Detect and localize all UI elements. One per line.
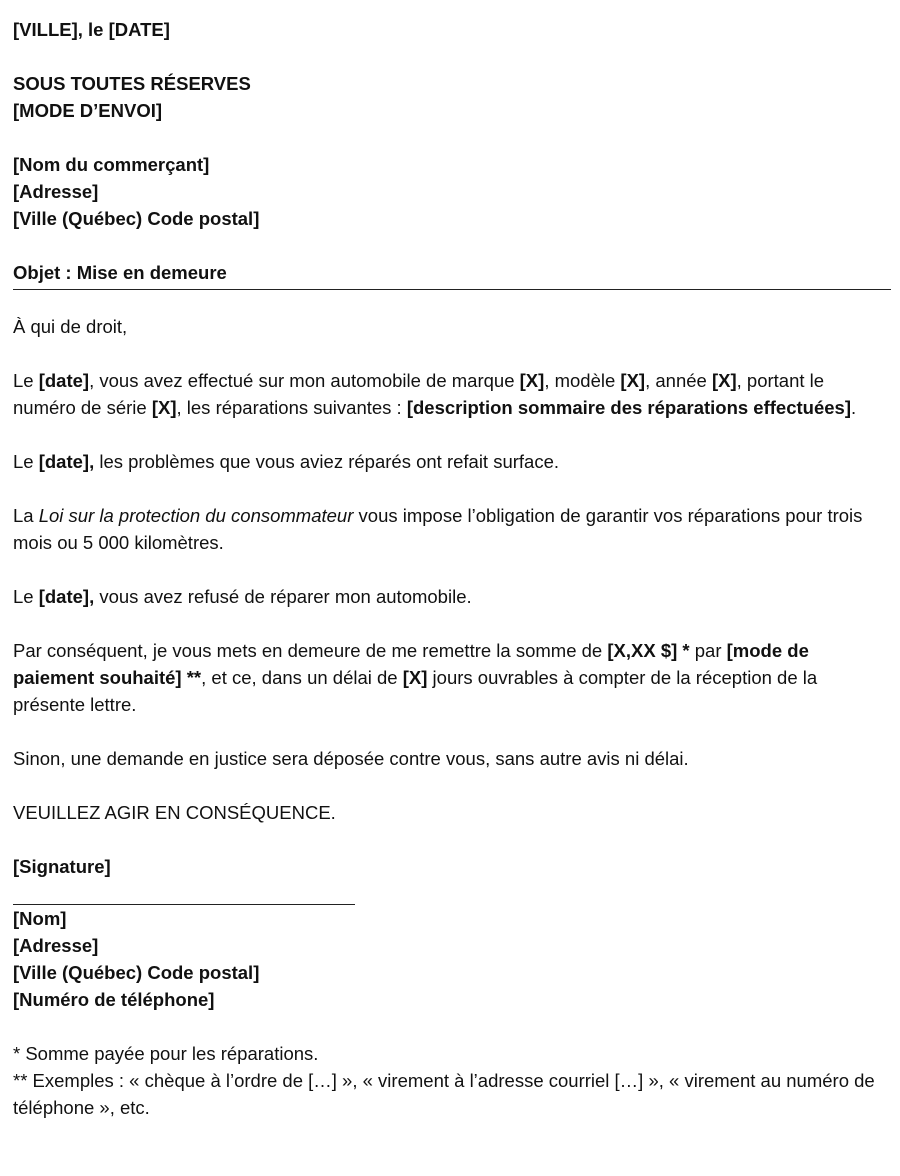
reserve-mention: SOUS TOUTES RÉSERVES	[13, 73, 251, 94]
letter-page	[13, 16, 891, 1121]
recipient-address: [Adresse]	[13, 181, 99, 202]
subject-divider	[13, 289, 891, 290]
recipient-name: [Nom du commerçant]	[13, 154, 210, 175]
sender-address: [Adresse]	[13, 935, 99, 956]
place-date: [VILLE], le [DATE]	[13, 19, 170, 40]
footnote-payment: ** Exemples : « chèque à l’ordre de […] », « virement à l’adresse courriel […] », « virement au numéro de téléphone », etc.	[13, 1070, 875, 1118]
paragraph-refusal: Le [date], vous avez refusé de réparer mon automobile.	[13, 586, 472, 607]
paragraph-problems: Le [date], les problèmes que vous aviez réparés ont refait surface.	[13, 451, 560, 472]
salutation: À qui de droit,	[13, 316, 128, 337]
recipient-city: [Ville (Québec) Code postal]	[13, 208, 260, 229]
send-mode: [MODE D’ENVOI]	[13, 100, 163, 121]
sender-city: [Ville (Québec) Code postal]	[13, 962, 260, 983]
paragraph-law: La Loi sur la protection du consommateur vous impose l’obligation de garantir vos réparations pour trois mois ou 5 000 kilomètres.	[13, 505, 863, 553]
sender-name: [Nom]	[13, 908, 67, 929]
paragraph-warning: Sinon, une demande en justice sera déposée contre vous, sans autre avis ni délai.	[13, 748, 689, 769]
footnote-amount: * Somme payée pour les réparations.	[13, 1043, 319, 1064]
paragraph-repairs: Le [date], vous avez effectué sur mon automobile de marque [X], modèle [X], année [X], portant le numéro de série [X], les réparations suivantes : [description sommaire des réparations effectuées].	[13, 370, 857, 418]
subject-line: Objet : Mise en demeure	[13, 262, 227, 283]
paragraph-closing: VEUILLEZ AGIR EN CONSÉQUENCE.	[13, 802, 336, 823]
paragraph-demand: Par conséquent, je vous mets en demeure de me remettre la somme de [X,XX $] * par [mode de paiement souhaité] **, et ce, dans un délai de [X] jours ouvrables à compter de la réception de la présente lettre.	[13, 640, 818, 715]
signature-label: [Signature]	[13, 856, 111, 877]
sender-phone: [Numéro de téléphone]	[13, 989, 215, 1010]
